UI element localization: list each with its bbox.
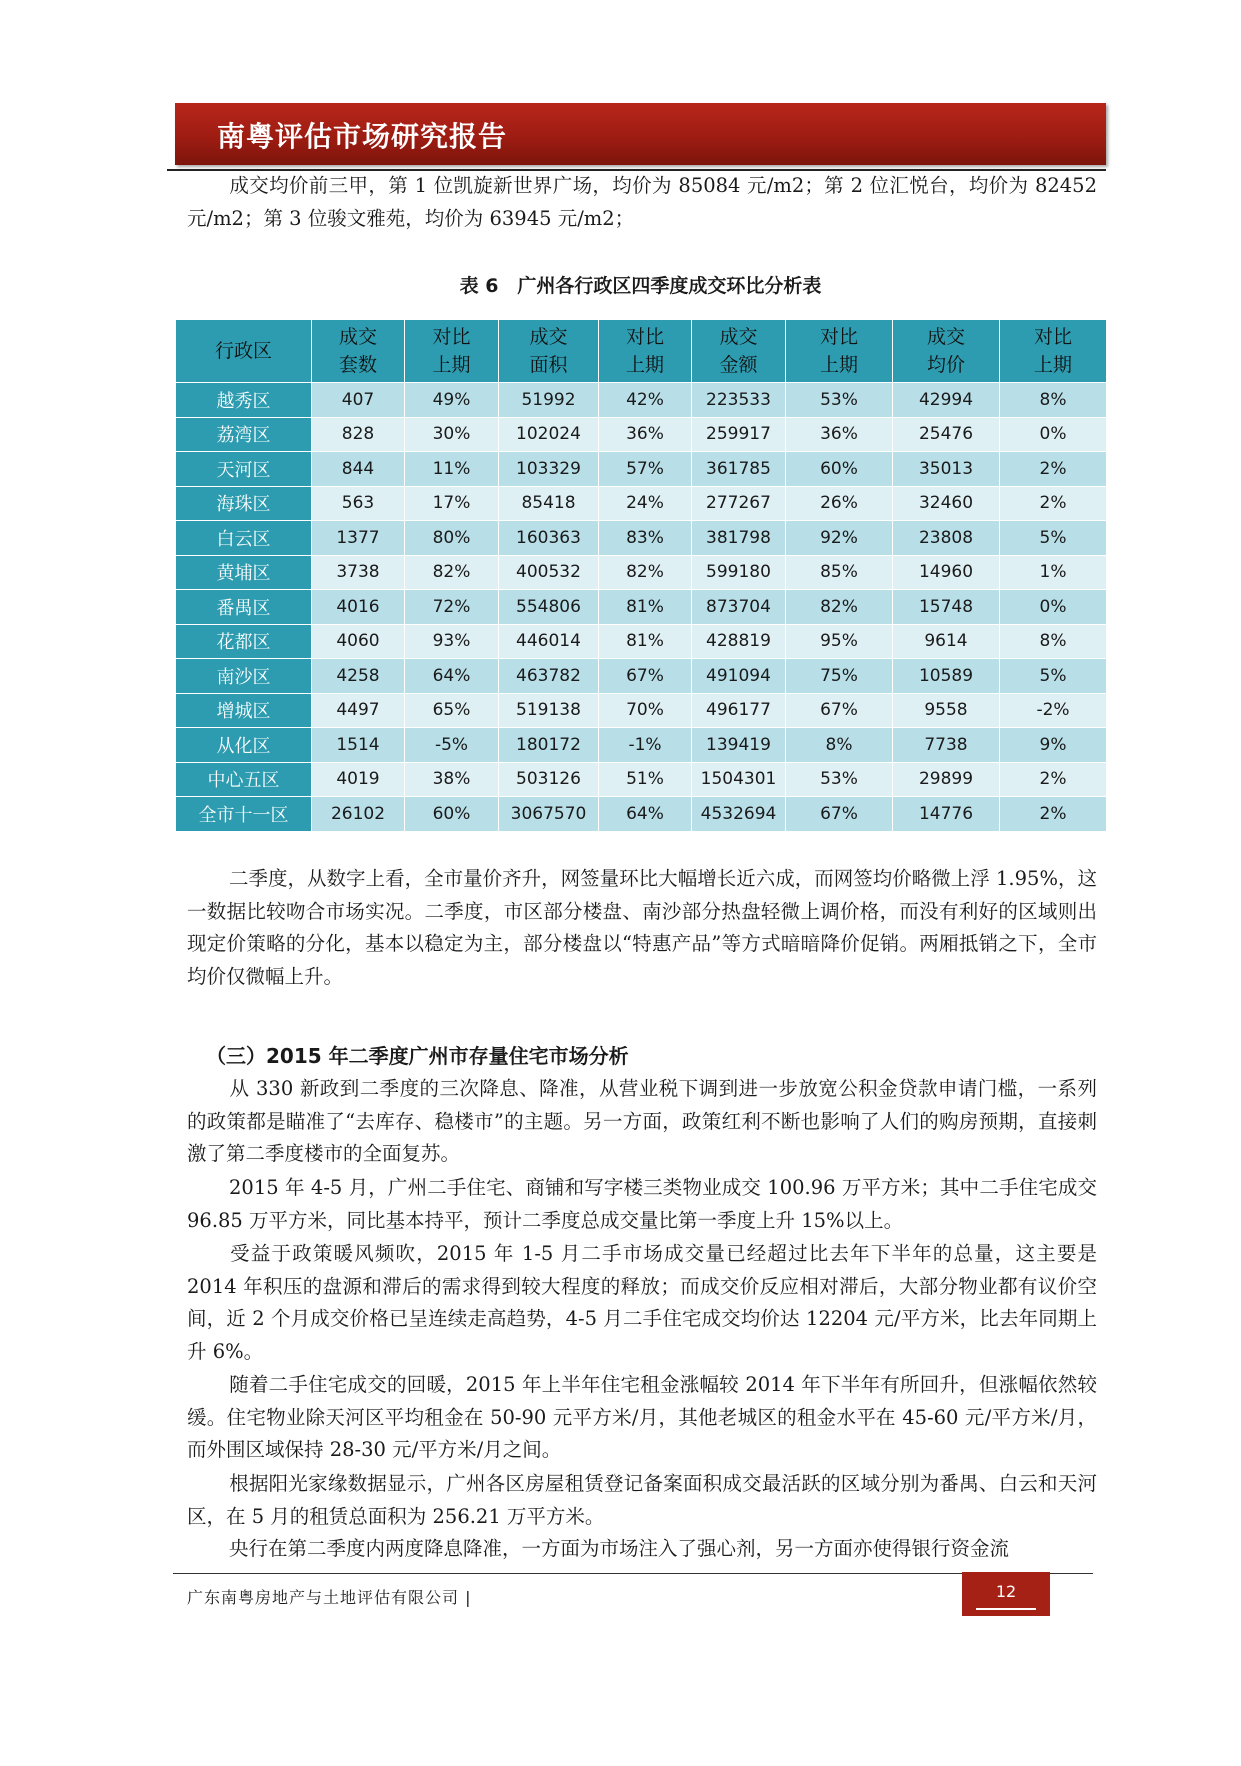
table-cell: 8% (786, 728, 893, 763)
table-cell: 3067570 (499, 797, 599, 832)
table-row (176, 797, 1107, 832)
table-row (176, 417, 1107, 452)
table-cell-district: 中心五区 (176, 762, 312, 797)
table-cell: 49% (405, 383, 499, 418)
table-cell: 36% (599, 417, 692, 452)
table-cell: 1% (1000, 555, 1107, 590)
table-cell: 82% (405, 555, 499, 590)
section-paragraph: 央行在第二季度内两度降息降准，一方面为市场注入了强心剂，另一方面亦使得银行资金流 (229, 1537, 1010, 1560)
page-number: 12 (995, 1582, 1017, 1601)
table-cell: 4060 (312, 624, 405, 659)
table-cell: 5% (1000, 659, 1107, 694)
district-transaction-table (175, 319, 1107, 832)
header-units-change: 对比 上期 (405, 320, 499, 383)
analysis-paragraph: 二季度，从数字上看，全市量价齐升，网签量环比大幅增长近六成，而网签均价略微上浮 1.95%，这一数据比较吻合市场实况。二季度，市区部分楼盘、南沙部分热盘轻微上调价格，而没有利好的区域则出现定价策略的分化，基本以稳定为主，部分楼盘以“特惠产品”等方式暗暗降价促销。两厢抵销之下，全市均价仅微幅上升。 (187, 867, 1097, 988)
table-cell: -5% (405, 728, 499, 763)
table-cell: 92% (786, 521, 893, 556)
table-cell: 223533 (692, 383, 786, 418)
table-row (176, 624, 1107, 659)
table-cell: 38% (405, 762, 499, 797)
section-heading: （三）2015 年二季度广州市存量住宅市场分析 (206, 1044, 629, 1068)
header-district: 行政区 (176, 320, 312, 383)
table-cell: 25476 (893, 417, 1000, 452)
table-cell: 4019 (312, 762, 405, 797)
section-paragraph: 根据阳光家缘数据显示，广州各区房屋租赁登记备案面积成交最活跃的区域分别为番禺、白云和天河区，在 5 月的租赁总面积为 256.21 万平方米。 (187, 1472, 1097, 1528)
table-cell: 2% (1000, 762, 1107, 797)
table-cell: 85418 (499, 486, 599, 521)
table-cell: 2% (1000, 486, 1107, 521)
header-amount: 成交 金额 (692, 320, 786, 383)
table-cell-district: 南沙区 (176, 659, 312, 694)
header-area-change: 对比 上期 (599, 320, 692, 383)
table-cell: 53% (786, 383, 893, 418)
table-cell: 563 (312, 486, 405, 521)
intro-paragraph: 成交均价前三甲，第 1 位凯旋新世界广场，均价为 85084 元/m2；第 2 位汇悦台，均价为 82452 元/m2；第 3 位骏文雅苑，均价为 63945 元/m2； (187, 174, 1097, 230)
table-cell: 32460 (893, 486, 1000, 521)
header-units: 成交 套数 (312, 320, 405, 383)
section-paragraph: 从 330 新政到二季度的三次降息、降准，从营业税下调到进一步放宽公积金贷款申请门槛，一系列的政策都是瞄准了“去库存、稳楼市”的主题。另一方面，政策红利不断也影响了人们的购房预期，直接刺激了第二季度楼市的全面复苏。 (187, 1077, 1097, 1165)
table-cell-district: 海珠区 (176, 486, 312, 521)
table-cell: 2% (1000, 452, 1107, 487)
table-cell: 4532694 (692, 797, 786, 832)
table-row (176, 452, 1107, 487)
table-cell: 67% (599, 659, 692, 694)
table-cell: 428819 (692, 624, 786, 659)
table-cell: 85% (786, 555, 893, 590)
table-cell: 828 (312, 417, 405, 452)
table-cell: 407 (312, 383, 405, 418)
table-cell: 400532 (499, 555, 599, 590)
table-cell: 0% (1000, 590, 1107, 625)
table-cell-district: 黄埔区 (176, 555, 312, 590)
table-caption: 表 6 广州各行政区四季度成交环比分析表 (459, 275, 822, 297)
header-price: 成交 均价 (893, 320, 1000, 383)
table-cell: 26% (786, 486, 893, 521)
table-cell: 3738 (312, 555, 405, 590)
table-cell: 4497 (312, 693, 405, 728)
table-cell: 65% (405, 693, 499, 728)
table-cell: 381798 (692, 521, 786, 556)
table-cell: 463782 (499, 659, 599, 694)
table-cell-district: 荔湾区 (176, 417, 312, 452)
table-cell: 57% (599, 452, 692, 487)
section-paragraph: 随着二手住宅成交的回暖，2015 年上半年住宅租金涨幅较 2014 年下半年有所回升，但涨幅依然较缓。住宅物业除天河区平均租金在 50-90 元平方米/月，其他老城区的租金水平在 45-60 元/平方米/月，而外围区域保持 28-30 元/平方米/月之间。 (187, 1373, 1097, 1461)
table-cell: 80% (405, 521, 499, 556)
table-row (176, 659, 1107, 694)
table-cell: 599180 (692, 555, 786, 590)
table-cell: 180172 (499, 728, 599, 763)
table-cell: 82% (786, 590, 893, 625)
table-cell: 519138 (499, 693, 599, 728)
table-cell: 139419 (692, 728, 786, 763)
section-paragraph: 受益于政策暖风频吹，2015 年 1-5 月二手市场成交量已经超过比去年下半年的总量，这主要是 2014 年积压的盘源和滞后的需求得到较大程度的释放；而成交价反应相对滞后，大部分物业都有议价空间，近 2 个月成交价格已呈连续走高趋势，4-5 月二手住宅成交均价达 12204 元/平方米，比去年同期上升 6%。 (187, 1242, 1097, 1363)
table-cell: 446014 (499, 624, 599, 659)
table-cell: 75% (786, 659, 893, 694)
table-cell: 8% (1000, 383, 1107, 418)
table-cell: 873704 (692, 590, 786, 625)
table-cell: 81% (599, 624, 692, 659)
table-row (176, 521, 1107, 556)
table-cell: 103329 (499, 452, 599, 487)
table-cell: 64% (405, 659, 499, 694)
table-cell: 361785 (692, 452, 786, 487)
table-cell: 42994 (893, 383, 1000, 418)
table-cell: 259917 (692, 417, 786, 452)
table-cell-district: 越秀区 (176, 383, 312, 418)
table-cell: 2% (1000, 797, 1107, 832)
table-cell: 51992 (499, 383, 599, 418)
table-cell: 35013 (893, 452, 1000, 487)
table-cell: 67% (786, 693, 893, 728)
table-cell-district: 番禺区 (176, 590, 312, 625)
table-cell: 53% (786, 762, 893, 797)
table-cell: 9% (1000, 728, 1107, 763)
table-cell: 64% (599, 797, 692, 832)
table-cell: 7738 (893, 728, 1000, 763)
table-cell: 10589 (893, 659, 1000, 694)
table-row (176, 762, 1107, 797)
table-cell: 491094 (692, 659, 786, 694)
table-cell: 1504301 (692, 762, 786, 797)
report-title: 南粤评估市场研究报告 (217, 120, 508, 153)
page-number-box (962, 1572, 1050, 1616)
table-cell: 496177 (692, 693, 786, 728)
table-cell: 93% (405, 624, 499, 659)
table-cell-district: 全市十一区 (176, 797, 312, 832)
table-cell-district: 白云区 (176, 521, 312, 556)
table-cell: 36% (786, 417, 893, 452)
table-cell-district: 天河区 (176, 452, 312, 487)
header-area: 成交 面积 (499, 320, 599, 383)
table-cell: 67% (786, 797, 893, 832)
table-cell: -2% (1000, 693, 1107, 728)
table-cell: 14776 (893, 797, 1000, 832)
table-row (176, 590, 1107, 625)
table-cell: 83% (599, 521, 692, 556)
table-cell: 1377 (312, 521, 405, 556)
footer-company: 广东南粤房地产与土地评估有限公司 | (187, 1588, 472, 1607)
header-amount-change: 对比 上期 (786, 320, 893, 383)
table-cell: 24% (599, 486, 692, 521)
section-paragraph: 2015 年 4-5 月，广州二手住宅、商铺和写字楼三类物业成交 100.96 万平方米；其中二手住宅成交 96.85 万平方米，同比基本持平，预计二季度总成交量比第一季度上升 15%以上。 (187, 1176, 1097, 1232)
table-cell: 82% (599, 555, 692, 590)
table-cell: 29899 (893, 762, 1000, 797)
table-cell: 0% (1000, 417, 1107, 452)
table-cell-district: 花都区 (176, 624, 312, 659)
table-cell: 503126 (499, 762, 599, 797)
table-row (176, 555, 1107, 590)
table-cell: 23808 (893, 521, 1000, 556)
table-cell: 72% (405, 590, 499, 625)
table-cell: 277267 (692, 486, 786, 521)
footer-divider (173, 1573, 1093, 1574)
table-cell: 11% (405, 452, 499, 487)
table-cell: 5% (1000, 521, 1107, 556)
table-cell: 160363 (499, 521, 599, 556)
table-cell-district: 从化区 (176, 728, 312, 763)
table-cell: 15748 (893, 590, 1000, 625)
table-cell: 42% (599, 383, 692, 418)
table-cell: 4016 (312, 590, 405, 625)
table-header-row (176, 320, 1107, 383)
table-cell: 4258 (312, 659, 405, 694)
table-cell: -1% (599, 728, 692, 763)
table-cell: 95% (786, 624, 893, 659)
table-cell: 844 (312, 452, 405, 487)
table-row (176, 383, 1107, 418)
page-number-underline (976, 1608, 1036, 1610)
table-cell: 70% (599, 693, 692, 728)
table-row (176, 486, 1107, 521)
header-price-change: 对比 上期 (1000, 320, 1107, 383)
table-cell: 9558 (893, 693, 1000, 728)
table-cell: 17% (405, 486, 499, 521)
table-row (176, 693, 1107, 728)
table-cell: 14960 (893, 555, 1000, 590)
table-cell-district: 增城区 (176, 693, 312, 728)
table-row (176, 728, 1107, 763)
table-cell: 26102 (312, 797, 405, 832)
table-cell: 81% (599, 590, 692, 625)
table-cell: 51% (599, 762, 692, 797)
table-cell: 1514 (312, 728, 405, 763)
report-header-bar (175, 103, 1106, 165)
table-cell: 9614 (893, 624, 1000, 659)
table-cell: 8% (1000, 624, 1107, 659)
table-cell: 60% (786, 452, 893, 487)
table-cell: 60% (405, 797, 499, 832)
table-cell: 102024 (499, 417, 599, 452)
table-cell: 554806 (499, 590, 599, 625)
table-cell: 30% (405, 417, 499, 452)
